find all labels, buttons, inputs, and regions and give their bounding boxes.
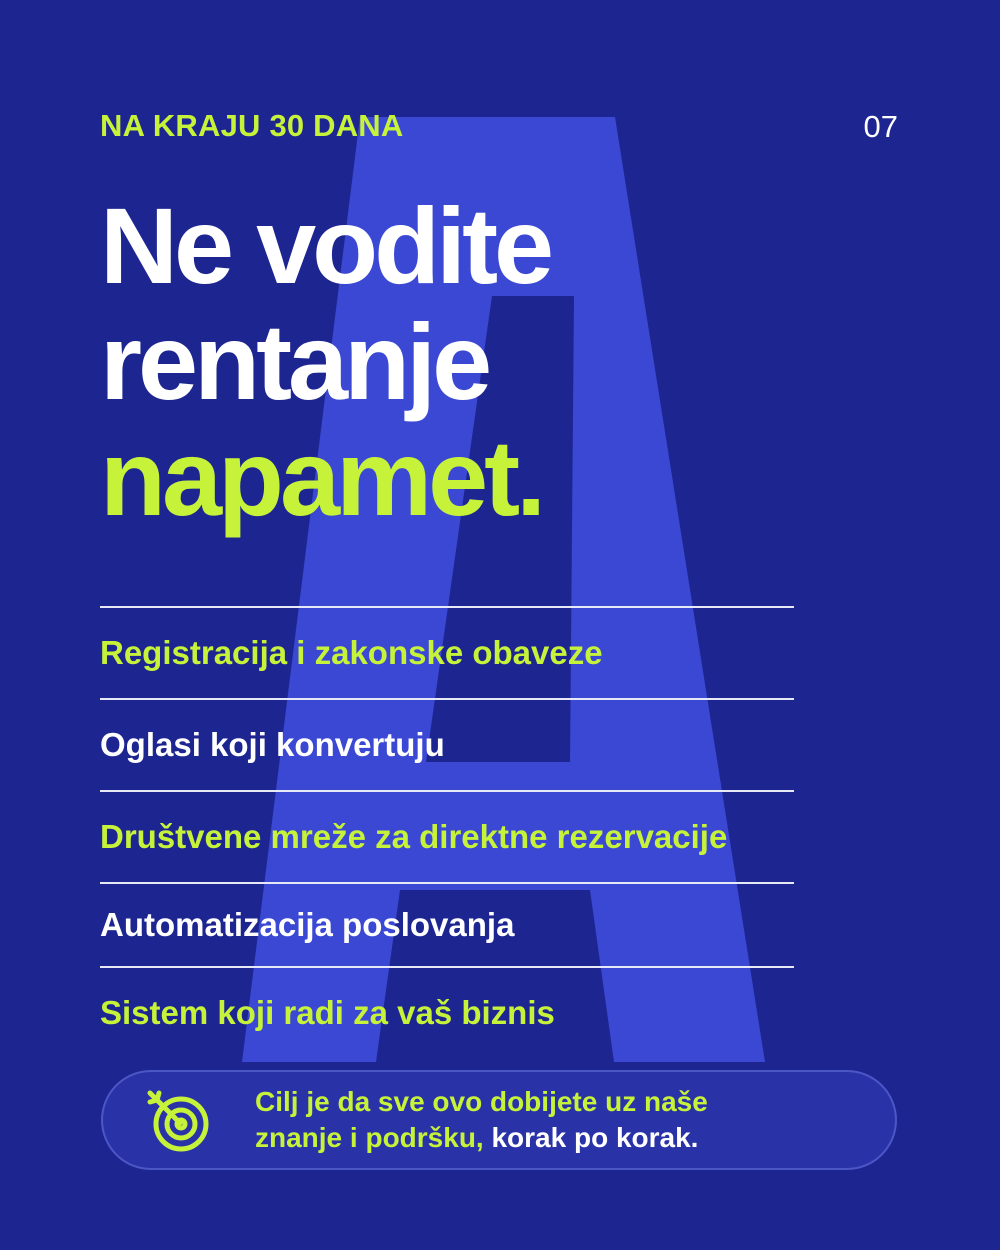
list-item: Automatizacija poslovanja <box>100 906 515 943</box>
list-item: Registracija i zakonske obaveze <box>100 634 603 671</box>
target-icon <box>143 1084 215 1156</box>
feature-list <box>100 606 860 1058</box>
list-item: Oglasi koji konvertuju <box>100 726 445 763</box>
kicker-label: NA KRAJU 30 DANA <box>100 108 404 143</box>
headline-line-3: napamet. <box>100 417 543 538</box>
callout-line-2-accent: znanje i podršku, <box>255 1122 484 1153</box>
headline-line-1: Ne vodite <box>100 185 551 306</box>
list-item: Društvene mreže za direktne rezervacije <box>100 818 728 855</box>
callout-line-1: Cilj je da sve ovo dobijete uz naše <box>255 1086 708 1117</box>
callout-line-2-emphasis: korak po korak. <box>491 1122 699 1153</box>
headline <box>100 185 551 538</box>
goal-callout <box>101 1070 897 1170</box>
list-item: Sistem koji radi za vaš biznis <box>100 994 555 1031</box>
page-number: 07 <box>863 109 898 144</box>
headline-line-2: rentanje <box>100 301 489 422</box>
callout-line-2 <box>255 1120 708 1156</box>
callout-text <box>255 1084 708 1156</box>
